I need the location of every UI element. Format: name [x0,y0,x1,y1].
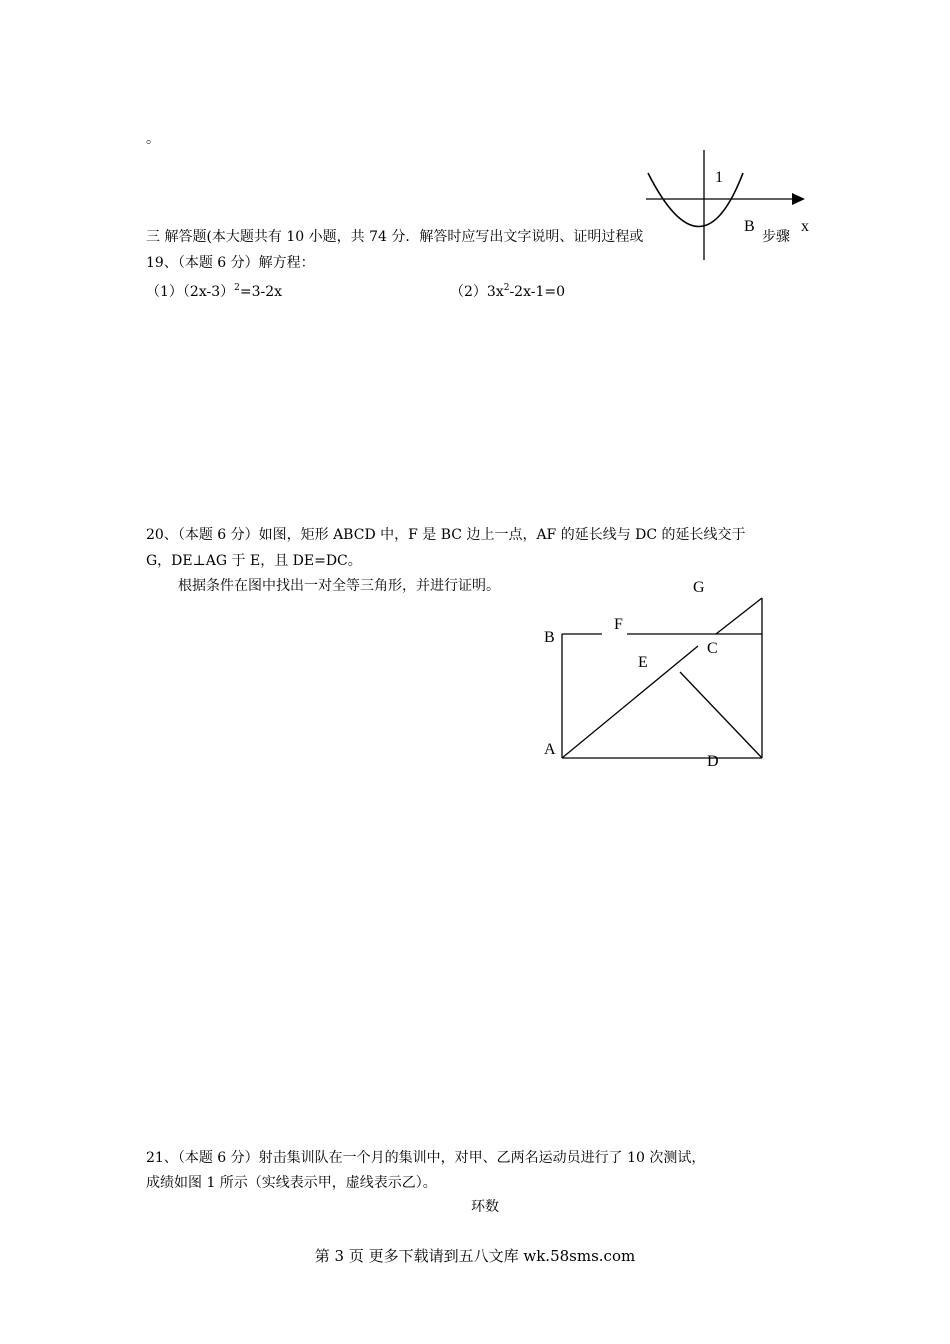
q20-line3: 根据条件在图中找出一对全等三角形，并进行证明。 [178,578,500,594]
q19-part2-exp: 2 [503,283,510,293]
point-label-a: A [544,741,556,758]
parabola-label-b: B [744,218,755,235]
q21-line2: 成绩如图 1 所示（实线表示甲，虚线表示乙）。 [146,1175,437,1191]
q19-part2-prefix: （2）3x [450,284,504,300]
page-footer: 第 3 页 更多下载请到五八文库 wk.58sms.com [314,1247,636,1265]
q21-line1: 21、（本题 6 分）射击集训队在一个月的集训中，对甲、乙两名运动员进行了 10 次测试， [146,1150,706,1166]
segment-de [680,672,762,758]
point-label-e: E [638,654,648,671]
parabola-label-1: 1 [715,169,723,186]
q19-part1-prefix: （1）（2x-3） [146,284,235,300]
segment-ae [562,646,698,758]
section-3-heading-start: 三 解答题(本大题共有 10 小题，共 74 分．解答时应写出文字说明、证明过程或 [146,229,644,245]
q19-title: 19、（本题 6 分）解方程： [146,255,315,271]
section-3-heading-end: 步骤 [762,229,790,245]
segment-fg [716,598,762,634]
q20-line1: 20、（本题 6 分）如图，矩形 ABCD 中，F 是 BC 边上一点，AF 的延长线与 DC 的延长线交于 [146,527,746,543]
point-label-f: F [614,616,623,633]
point-label-c: C [707,640,718,657]
q21-chart-label: 环数 [471,1199,499,1215]
q20-line2: G，DE⊥AG 于 E，且 DE=DC。 [146,553,362,569]
q19-part1-exp: 2 [234,283,240,293]
point-label-b: B [544,629,555,646]
top-mark: 。 [146,131,160,147]
point-label-d: D [707,753,719,770]
parabola-label-x: x [801,218,809,235]
point-label-g: G [693,579,705,596]
q19-part1-suffix: =3-2x [239,284,283,300]
q19-part2-suffix: -2x-1=0 [509,284,566,300]
